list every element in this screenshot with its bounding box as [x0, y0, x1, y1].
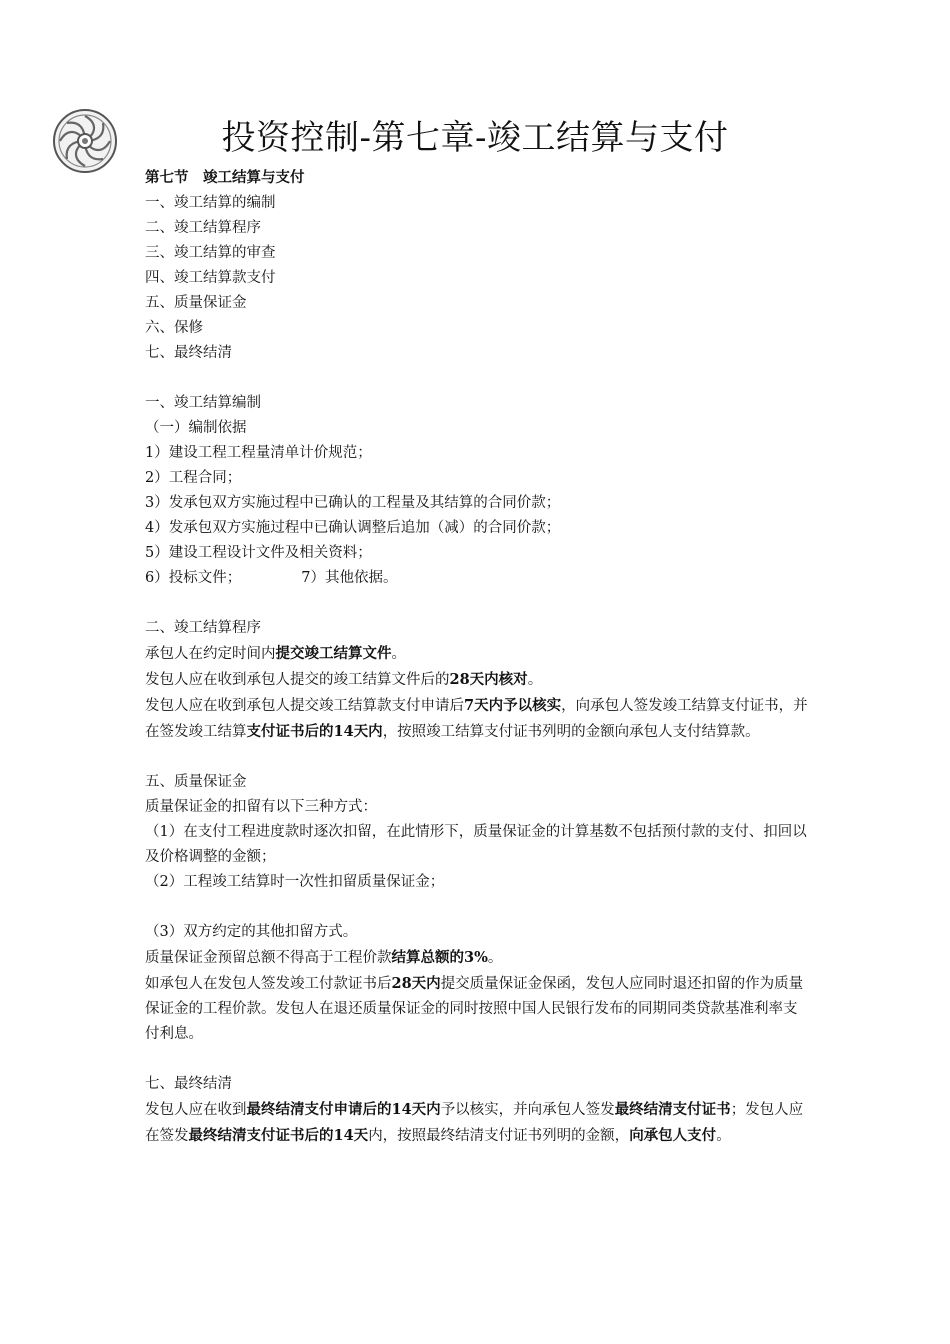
section-heading: 第七节 竣工结算与支付: [145, 169, 305, 186]
retention-method: （3）双方约定的其他扣留方式。: [145, 924, 358, 940]
document-body: [145, 165, 810, 1149]
s2-paragraph-2: 发包人应在收到承包人提交的竣工结算文件后的28天内核对。: [145, 671, 543, 688]
toc-item: 五、质量保证金: [145, 295, 247, 311]
toc-item: 六、保修: [145, 320, 203, 336]
s5-return-paragraph: 如承包人在发包人签发竣工付款证书后28天内提交质量保证金保函，发包人应同时退还扣留的作为质量保证金的工程价款。发包人在退还质量保证金的同时按照中国人民银行发布的同期同类贷款基准利率支付利息。: [145, 975, 804, 1042]
s1-subheading: （一）编制依据: [145, 420, 247, 436]
toc-item: 七、最终结清: [145, 345, 232, 361]
toc-item: 三、竣工结算的审查: [145, 245, 276, 261]
s7-paragraph: 发包人应在收到最终结清支付申请后的14天内予以核实，并向承包人签发最终结清支付证书；发包人应在签发最终结清支付证书后的14天内，按照最终结清支付证书列明的金额，向承包人支付。: [145, 1101, 804, 1144]
s1-heading: 一、竣工结算编制: [145, 395, 261, 411]
s2-paragraph-3: 发包人应在收到承包人提交竣工结算款支付申请后7天内予以核实，向承包人签发竣工结算支付证书，并在签发竣工结算支付证书后的14天内，按照竣工结算支付证书列明的金额向承包人支付结算款。: [145, 697, 808, 740]
s2-paragraph-1: 承包人在约定时间内提交竣工结算文件。: [145, 645, 406, 662]
basis-item: 7）其他依据。: [301, 570, 398, 586]
document-title: 投资控制-第七章-竣工结算与支付: [221, 118, 729, 158]
basis-item: 1）建设工程工程量清单计价规范；: [145, 445, 372, 461]
s5-limit-paragraph: 质量保证金预留总额不得高于工程价款结算总额的3%。: [145, 949, 503, 966]
retention-method: （1）在支付工程进度款时逐次扣留，在此情形下，质量保证金的计算基数不包括预付款的支付、扣回以及价格调整的金额；: [145, 824, 807, 865]
basis-item: 4）发承包双方实施过程中已确认调整后追加（减）的合同价款；: [145, 520, 561, 536]
toc-item: 一、竣工结算的编制: [145, 195, 276, 211]
basis-item: 6）投标文件；: [145, 570, 242, 586]
retention-method: （2）工程竣工结算时一次性扣留质量保证金；: [145, 874, 445, 890]
basis-item: 3）发承包双方实施过程中已确认的工程量及其结算的合同价款；: [145, 495, 561, 511]
basis-item: 2）工程合同；: [145, 470, 242, 486]
toc-item: 二、竣工结算程序: [145, 220, 261, 236]
s5-heading: 五、质量保证金: [145, 774, 247, 790]
basis-item-row: [145, 566, 810, 591]
s7-heading: 七、最终结清: [145, 1076, 232, 1092]
basis-item: 5）建设工程设计文件及相关资料；: [145, 545, 372, 561]
toc-item: 四、竣工结算款支付: [145, 270, 276, 286]
s5-intro: 质量保证金的扣留有以下三种方式：: [145, 799, 377, 815]
s2-heading: 二、竣工结算程序: [145, 620, 261, 636]
